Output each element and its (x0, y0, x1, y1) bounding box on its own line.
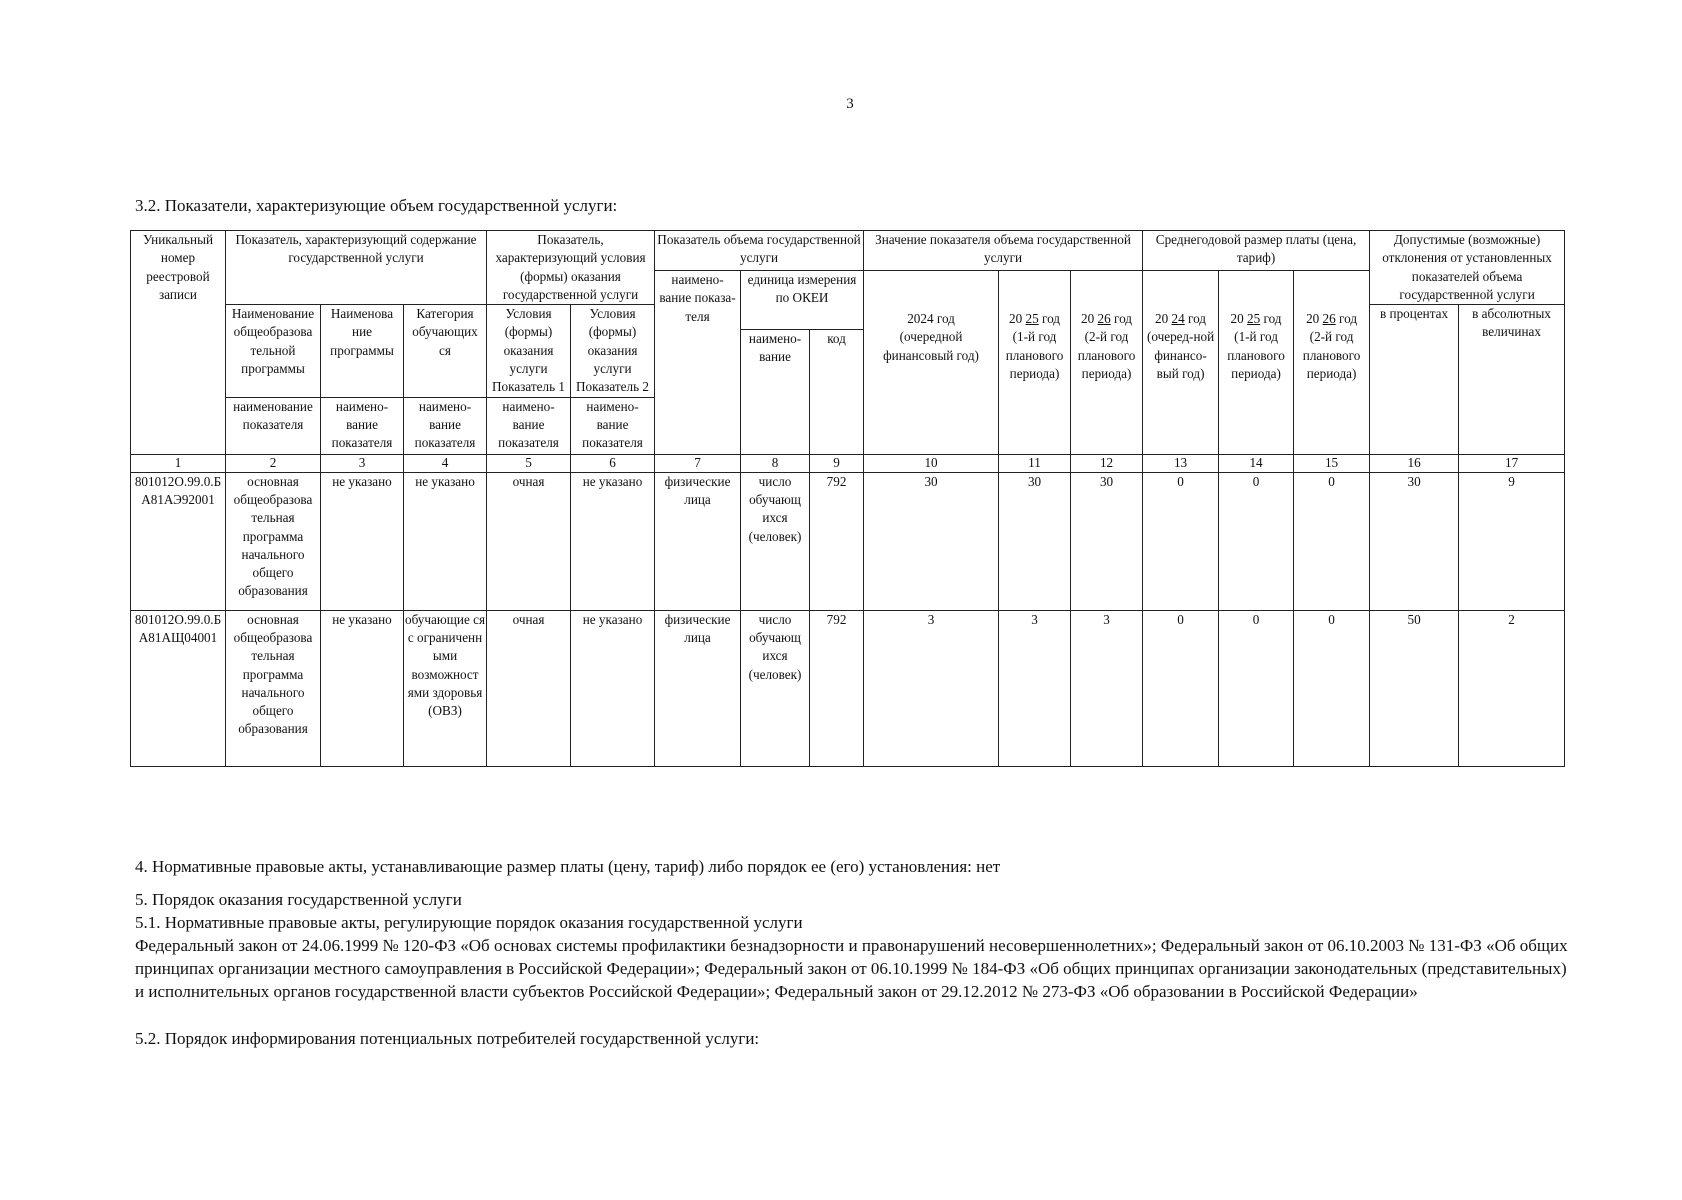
cell-dev-pct: 30 (1370, 472, 1459, 610)
cell-f2024: 0 (1143, 472, 1219, 610)
hdr-year-2026-sub: (2-й год планового периода) (1077, 329, 1136, 381)
y-god: год (1263, 311, 1282, 326)
column-number-row (131, 454, 1565, 472)
hdr-content-indicator: Показатель, характеризующий содержание государственной услуги (226, 231, 487, 305)
y-god: год (1114, 311, 1133, 326)
cell-dev-abs: 2 (1459, 610, 1565, 766)
ind-name-3: наимено-вание показателя (404, 397, 487, 454)
col-num: 5 (487, 454, 571, 472)
hdr-year-2025-sub: (1-й год планового периода) (1005, 329, 1064, 381)
col-num: 6 (571, 454, 655, 472)
cell-f2024: 0 (1143, 610, 1219, 766)
cell-form: очная (487, 472, 571, 610)
cell-f2025: 0 (1219, 472, 1294, 610)
y-prefix: 20 (1306, 311, 1320, 326)
cell-name-program: не указано (321, 472, 404, 610)
section-5-2: 5.2. Порядок информирования потенциальных потребителей государственной услуги: (135, 1029, 760, 1048)
col-num: 7 (655, 454, 741, 472)
y-digits: 25 (1025, 311, 1039, 326)
page-number: 3 (846, 96, 854, 112)
hdr-volume-indicator: Показатель объема государственной услуги (655, 231, 864, 271)
hdr-volume-value: Значение показателя объема государственной услуги (864, 231, 1143, 271)
cell-category: обучающие ся с ограниченн ыми возможност ями здоровья (ОВЗ) (404, 610, 487, 766)
hdr-unique-number: Уникальный номер реестровой записи (131, 231, 226, 455)
col-num: 10 (864, 454, 999, 472)
cell-name-program: не указано (321, 610, 404, 766)
y-prefix: 20 (1155, 311, 1169, 326)
y-digits: 24 (1171, 311, 1185, 326)
col-num: 2 (226, 454, 321, 472)
sub-cond2: Условия (формы) оказания услуги Показатель 2 (571, 305, 655, 397)
hdr-fee-2025 (1219, 271, 1294, 455)
section-5-1: 5.1. Нормативные правовые акты, регулирующие порядок оказания государственной услуги (135, 913, 803, 932)
section-heading-3-2: 3.2. Показатели, характеризующие объем государственной услуги: (135, 196, 618, 215)
cell-v2026: 3 (1071, 610, 1143, 766)
hdr-avg-fee: Среднегодовой размер платы (цена, тариф) (1143, 231, 1370, 271)
hdr-unit-name: наимено-вание (741, 330, 810, 455)
cell-unit-code: 792 (810, 610, 864, 766)
ind-name-1: наименование показателя (226, 397, 321, 454)
y-prefix: 20 (1081, 311, 1095, 326)
cell-registry-id: 801012О.99.0.БА81АЭ92001 (131, 472, 226, 610)
section-4: 4. Нормативные правовые акты, устанавливающие размер платы (цену, тариф) либо порядок ее (его) установления: нет (135, 857, 1001, 876)
col-num: 9 (810, 454, 864, 472)
cell-f2026: 0 (1294, 610, 1370, 766)
cell-unit-code: 792 (810, 472, 864, 610)
y-digits: 25 (1247, 311, 1261, 326)
sub-name-program: Наименова ние программы (321, 305, 404, 397)
hdr-unit: единица измерения по ОКЕИ (741, 271, 864, 330)
hdr-in-absolute: в абсолютных величинах (1459, 305, 1565, 454)
col-num: 4 (404, 454, 487, 472)
volume-indicators-table (130, 230, 1565, 767)
cell-cond2: не указано (571, 610, 655, 766)
sub-category: Категория обучающих ся (404, 305, 487, 397)
cell-unit-name: число обучающ ихся (человек) (741, 610, 810, 766)
hdr-fee-2024 (1143, 271, 1219, 455)
hdr-fee-2026-sub: (2-й год планового периода) (1302, 329, 1361, 381)
y-prefix: 20 (1009, 311, 1023, 326)
sub-cond1: Условия (формы) оказания услуги Показатель 1 (487, 305, 571, 397)
col-num: 1 (131, 454, 226, 472)
hdr-indicator-name: наимено-вание показа-теля (655, 271, 741, 455)
cell-program: основная общеобразова тельная программа начального общего образования (226, 610, 321, 766)
ind-name-4: наимено-вание показателя (487, 397, 571, 454)
cell-indicator: физические лица (655, 610, 741, 766)
col-num: 17 (1459, 454, 1565, 472)
cell-form: очная (487, 610, 571, 766)
col-num: 16 (1370, 454, 1459, 472)
y-prefix: 20 (1230, 311, 1244, 326)
cell-v2024: 30 (864, 472, 999, 610)
hdr-conditions-indicator: Показатель, характеризующий условия (формы) оказания государственной услуги (487, 231, 655, 305)
hdr-year-2026 (1071, 271, 1143, 455)
cell-cond2: не указано (571, 472, 655, 610)
cell-unit-name: число обучающ ихся (человек) (741, 472, 810, 610)
y-god: год (1339, 311, 1358, 326)
hdr-fee-2024-sub: (очеред-ной финансо-вый год) (1146, 329, 1215, 381)
section-5: 5. Порядок оказания государственной услуги (135, 890, 462, 909)
y-god: год (1188, 311, 1207, 326)
hdr-year-2024-sub: (очередной финансовый год) (883, 329, 979, 363)
sub-program-name: Наименование общеобразова тельной программы (226, 305, 321, 397)
col-num: 14 (1219, 454, 1294, 472)
hdr-year-2024-label: 2024 год (907, 311, 955, 326)
section-5-1-text: Федеральный закон от 24.06.1999 № 120-ФЗ «Об основах системы профилактики безнадзорности и правонарушений несовершеннолетних»; Федеральный закон от 06.10.2003 № 131-ФЗ «Об общих принципах организации местного самоуправления в Российской Федерации»; Федеральный закон от 06.10.1999 № 184-ФЗ «Об общих принципах организации законодательных (представительных) и исполнительных органов государственной власти субъектов Российской Федерации»; Федеральный закон от 29.12.2012 № 273-ФЗ «Об образовании в Российской Федерации» (135, 936, 1568, 1001)
cell-dev-abs: 9 (1459, 472, 1565, 610)
hdr-year-2025 (999, 271, 1071, 455)
notes-section (135, 855, 1575, 1050)
col-num: 11 (999, 454, 1071, 472)
cell-f2026: 0 (1294, 472, 1370, 610)
y-digits: 26 (1322, 311, 1336, 326)
cell-category: не указано (404, 472, 487, 610)
cell-v2025: 30 (999, 472, 1071, 610)
y-god: год (1042, 311, 1061, 326)
hdr-fee-2026 (1294, 271, 1370, 455)
hdr-deviations: Допустимые (возможные) отклонения от установленных показателей объема государственной услуги (1370, 231, 1565, 305)
table-row (131, 472, 1565, 610)
cell-indicator: физические лица (655, 472, 741, 610)
col-num: 15 (1294, 454, 1370, 472)
cell-f2025: 0 (1219, 610, 1294, 766)
cell-registry-id: 801012О.99.0.БА81АЩ04001 (131, 610, 226, 766)
col-num: 13 (1143, 454, 1219, 472)
cell-v2024: 3 (864, 610, 999, 766)
cell-program: основная общеобразова тельная программа начального общего образования (226, 472, 321, 610)
col-num: 8 (741, 454, 810, 472)
cell-v2026: 30 (1071, 472, 1143, 610)
hdr-in-percent: в процентах (1370, 305, 1459, 454)
ind-name-5: наимено-вание показателя (571, 397, 655, 454)
ind-name-2: наимено-вание показателя (321, 397, 404, 454)
table-row (131, 610, 1565, 766)
hdr-fee-2025-sub: (1-й год планового периода) (1227, 329, 1285, 381)
hdr-year-2024 (864, 271, 999, 455)
cell-dev-pct: 50 (1370, 610, 1459, 766)
col-num: 12 (1071, 454, 1143, 472)
col-num: 3 (321, 454, 404, 472)
y-digits: 26 (1097, 311, 1111, 326)
hdr-unit-code: код (810, 330, 864, 455)
cell-v2025: 3 (999, 610, 1071, 766)
